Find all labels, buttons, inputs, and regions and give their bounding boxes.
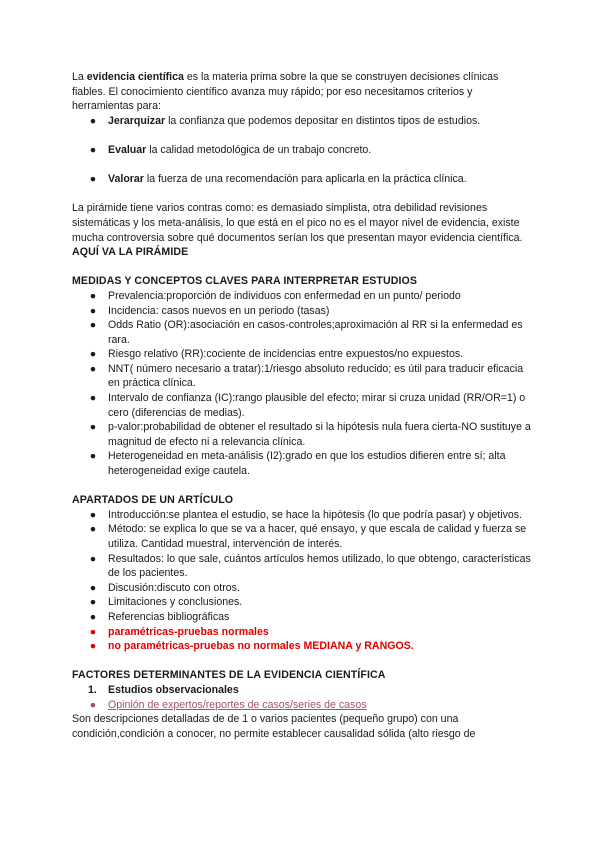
bullet-icon: ●: [89, 596, 97, 609]
list-item: ● NNT( número necesario a tratar):1/riesgo absoluto reducido; es útil para traducir eficacia en práctica clínica.: [72, 362, 532, 391]
bullet-icon: ●: [89, 610, 97, 623]
bullet-icon: ●: [89, 581, 97, 594]
list-item: ● p-valor:probabilidad de obtener el resultado si la hipótesis nula fuera cierta-NO sustituye a magnitud de efecto ni a relevancia clínica.: [72, 420, 532, 449]
bullet-icon: ●: [89, 114, 97, 127]
factors-description: Son descripciones detalladas de de 1 o varios pacientes (pequeño grupo) con una condición,condición a conocer, no permite establecer causalidad sólida (alto riesgo de: [72, 713, 476, 740]
factors-heading: FACTORES DETERMINANTES DE LA EVIDENCIA CIENTÍFICA: [72, 669, 386, 682]
bullet-icon: ●: [89, 392, 97, 405]
pyramid-note: La pirámide tiene varios contras como: es demasiado simplista, otra debilidad revisiones sistemáticas y los meta-análisis, lo que está en el pico no es el mayor nivel de evidencia, existe mucha controversia sobre qué documentos serían los que presentan mayor evidencia científica.: [72, 202, 523, 244]
bullet-icon: ●: [89, 640, 97, 653]
bullet-icon: ●: [89, 450, 97, 463]
bullet-icon: ●: [89, 289, 97, 302]
measures-heading: MEDIDAS Y CONCEPTOS CLAVES PARA INTERPRETAR ESTUDIOS: [72, 275, 418, 288]
measures-list: [72, 289, 532, 479]
pyramid-heading: AQUÍ VA LA PIRÁMIDE: [72, 246, 189, 259]
bullet-icon: ●: [89, 625, 97, 638]
bullet-icon: ●: [89, 508, 97, 521]
list-item: ● Limitaciones y conclusiones.: [72, 595, 532, 610]
list-item: ● Discusión:discuto con otros.: [72, 581, 532, 596]
bullet-icon: ●: [89, 362, 97, 375]
list-item: ● Valorar la fuerza de una recomendación para aplicarla en la práctica clínica.: [72, 172, 532, 187]
bullet-icon: ●: [89, 173, 97, 186]
list-item: ● Heterogeneidad en meta-análisis (I2):grado en que los estudios difieren entre sí; alta heterogeneidad exige cautela.: [72, 449, 532, 478]
purposes-list: [72, 114, 532, 187]
bullet-icon: ●: [89, 552, 97, 565]
list-item: ● Odds Ratio (OR):asociación en casos-controles;aproximación al RR si la enfermedad es rara.: [72, 318, 532, 347]
list-item: ● Jerarquizar la confianza que podemos depositar en distintos tipos de estudios.: [72, 114, 532, 129]
list-item: ● Resultados: lo que sale, cuántos artículos hemos utilizado, lo que obtengo, características de los pacientes.: [72, 552, 532, 581]
bullet-icon: ●: [89, 523, 97, 536]
factors-sublist: [72, 698, 532, 713]
bullet-icon: ●: [89, 348, 97, 361]
bullet-icon: ●: [89, 698, 97, 711]
list-item: ● Introducción:se plantea el estudio, se hace la hipótesis (lo que podría pasar) y objetivos.: [72, 508, 532, 523]
factors-numbered-list: [72, 683, 532, 698]
bullet-icon: ●: [89, 319, 97, 332]
expert-opinion-link[interactable]: Opinión de expertos/reportes de casos/series de casos: [108, 698, 367, 711]
list-item-red: ● no paramétricas-pruebas no normales MEDIANA y RANGOS.: [72, 639, 532, 654]
list-item: ● Riesgo relativo (RR):cociente de incidencias entre expuestos/no expuestos.: [72, 347, 532, 362]
list-item: ● Intervalo de confianza (IC):rango plausible del efecto; mirar si cruza unidad (RR/OR=1) o cero (diferencias de medias).: [72, 391, 532, 420]
document-page: [72, 70, 532, 741]
list-item: ● Referencias bibliográficas: [72, 610, 532, 625]
numbered-item: 1. Estudios observacionales: [88, 683, 239, 696]
bullet-icon: ●: [89, 304, 97, 317]
list-item: ● Evaluar la calidad metodológica de un trabajo concreto.: [72, 143, 532, 158]
intro-bold-term: evidencia científica: [86, 71, 184, 83]
article-heading: APARTADOS DE UN ARTÍCULO: [72, 494, 234, 507]
list-item: [72, 698, 532, 713]
list-item: ● Método: se explica lo que se va a hacer, qué ensayo, y que escala de calidad y fuerza se utiliza. Cantidad muestral, intervención de interés.: [72, 522, 532, 551]
article-list: [72, 508, 532, 654]
list-item-red: ● paramétricas-pruebas normales: [72, 625, 532, 640]
list-item: ● Incidencia: casos nuevos en un periodo (tasas): [72, 304, 532, 319]
bullet-icon: ●: [89, 421, 97, 434]
list-item: ● Prevalencia:proporción de individuos con enfermedad en un punto/ periodo: [72, 289, 532, 304]
intro-paragraph: La evidencia científica es la materia prima sobre la que se construyen decisiones clínicas fiables. El conocimiento científico avanza muy rápido; por eso necesitamos criterios y herramientas para:: [72, 71, 499, 113]
bullet-icon: ●: [89, 143, 97, 156]
